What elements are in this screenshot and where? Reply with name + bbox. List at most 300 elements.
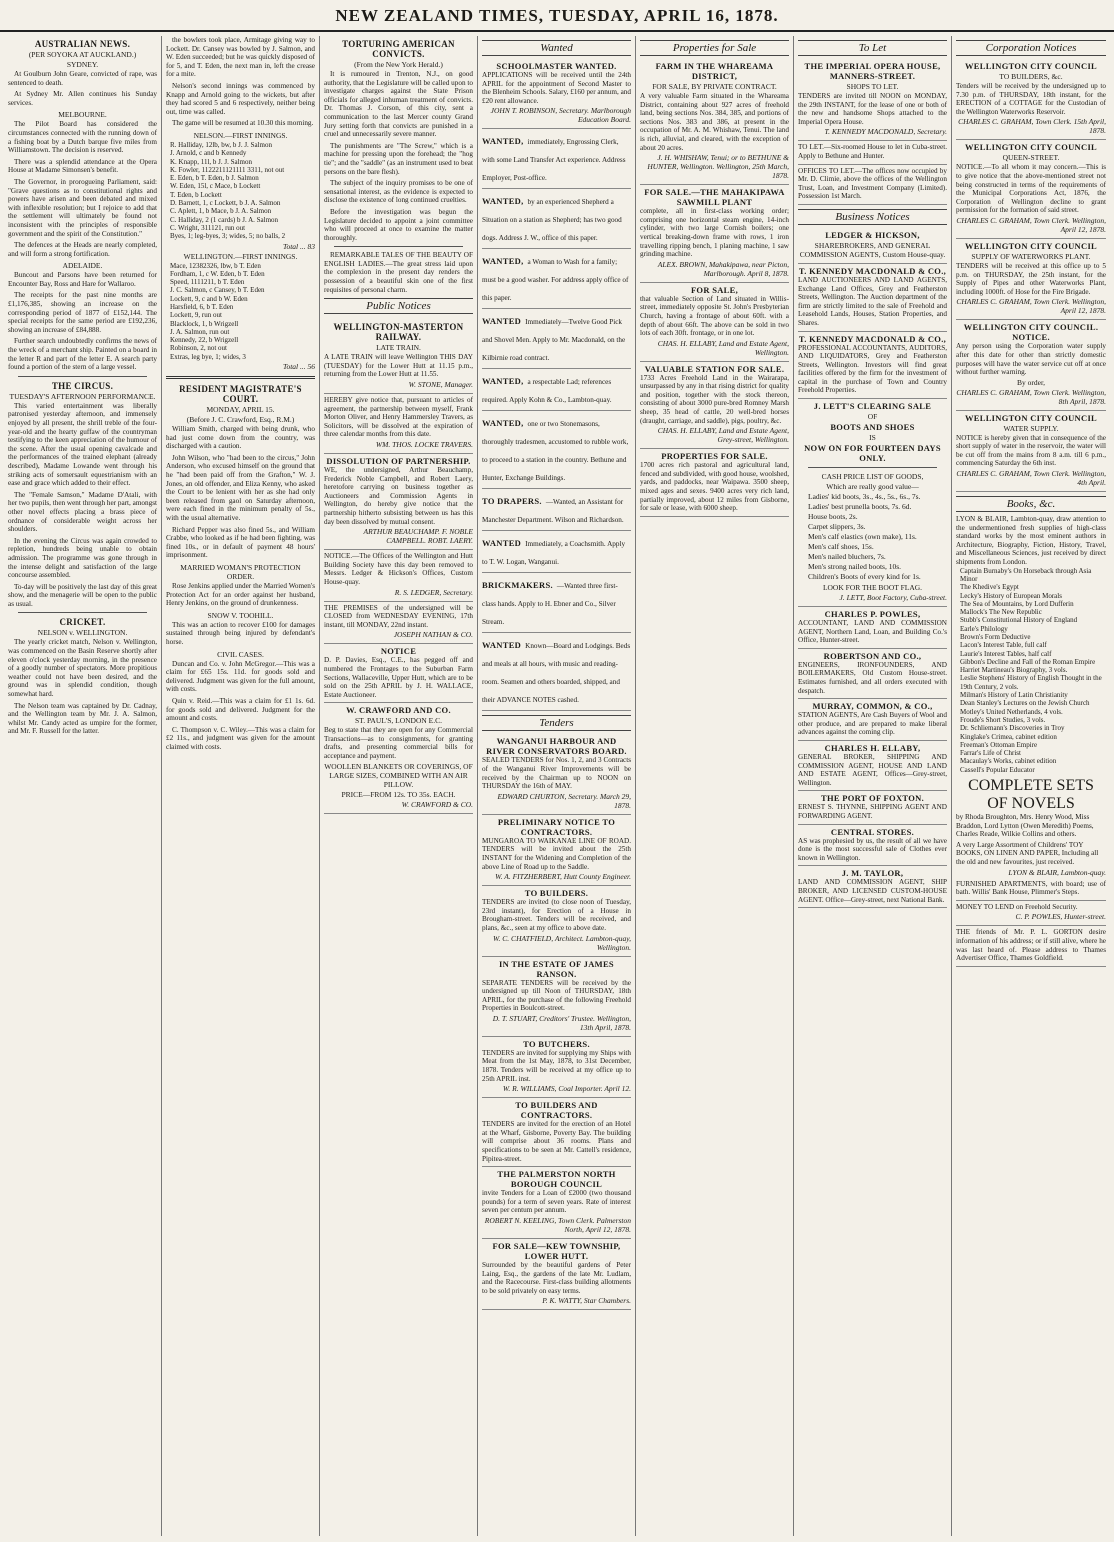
premises-body: THE PREMISES of the undersigned will be CLOSED from WEDNESDAY EVENING, 17th instant, till MONDAY, 22nd instant. <box>324 603 473 629</box>
tender-title: FOR SALE—KEW TOWNSHIP, LOWER HUTT. <box>492 1241 621 1261</box>
innings-row: Blacklock, 1, b Wrigzell <box>170 319 239 328</box>
business-body: PROFESSIONAL ACCOUNTANTS, AUDITORS, AND LIQUIDATORS, Grey and Featherston Streets, Wellington. Investors will find great facilities offered by the firm for the investment of capital in the purchase of Town and Country Freehold Properties. <box>798 343 947 395</box>
innings-row: J. Arnold, c and b Kennedy <box>170 149 247 158</box>
property-title: FARM IN THE WHAREAMA DISTRICT, <box>655 61 774 81</box>
news-paragraph: Further search undoubtedly confirms the news of the wreck of a merchant ship. Painted on a board in the letter R and part of the letter E. A search party found a portion of the stern of a large vessel. <box>8 337 157 372</box>
tolet-heading: To Let <box>798 40 947 56</box>
book-item: Farrar's Life of Christ <box>960 749 1021 758</box>
wanted-ad <box>482 129 631 189</box>
book-list <box>956 567 1106 774</box>
tender-ad <box>482 815 631 886</box>
news-paragraph: The receipts for the past nine months are £1,176,385, showing an increase on the corresponding period of 1877 of £152,144. The special receipts for the same period are £192,236, showing an increase of £84,888. <box>8 291 157 334</box>
price-list <box>798 492 947 582</box>
article-paragraph: The punishments are "The Screw," which is a machine for pressing upon the forehead; the "hog tie"; and the "saddle" (as an instrument used to beat persons on the bare flesh). <box>324 141 473 176</box>
opera-house-signature: T. KENNEDY MACDONALD, Secretary. <box>824 127 947 137</box>
book-item: The Khedive's Egypt <box>960 583 1019 592</box>
tolet-body: OFFICES TO LET.—The offices now occupied by Mr. D. Climie, above the offices of the Wellington Trust, Loan, and Investment Company (Limited). Possession 1st March. <box>798 166 947 201</box>
tender-signature: W. A. FITZHERBERT, Hutt County Engineer. <box>495 872 631 882</box>
price-item: Children's Boots of every kind for 1s. <box>808 572 921 582</box>
business-ad <box>798 228 947 264</box>
lyon-blair-signature: LYON & BLAIR, Lambton-quay. <box>1008 867 1106 877</box>
property-body: A very valuable Farm situated in the Whareama District, containing about 927 acres of freehold land, being sections Nos. 384, 385, and portions of sections Nos. 383 and 386, at present in the occupation of Mr. A. M. Whishaw, Tenui. The land is rich, alluvial, and cleared, with the exception of about 20 acres. <box>640 92 789 152</box>
tender-signature: D. T. STUART, Creditors' Trustee. Wellington, 13th April, 1878. <box>492 1013 631 1032</box>
court-paragraph: William Smith, charged with being drunk, who had just come down from the country, was discharged with a caution. <box>166 425 315 451</box>
tender-ad <box>482 957 631 1037</box>
business-ad <box>798 825 947 867</box>
tender-body: TENDERS are invited for supplying my Ships with Meat from the 1st May, 1878, to 31st December, 1878. Tenders will be received at my office up to 25th APRIL inst. <box>482 1048 631 1083</box>
business-title: CHARLES P. POWLES, <box>824 609 921 620</box>
innings-row: R. Halliday, 12lb, bw, b J. J. Salmon <box>170 140 272 149</box>
crawford-notice <box>324 703 473 813</box>
business-title: LEDGER & HICKSON, <box>825 229 920 240</box>
business-title: T. KENNEDY MACDONALD & CO., <box>798 333 947 344</box>
wanted-ad-title: WANTED, <box>482 136 524 147</box>
partnership-signature: WM. THOS. LOCKE TRAVERS. <box>375 440 473 449</box>
court-subtitle: SNOW V. TOOHILL. <box>207 610 274 620</box>
court-bench: (Before J. C. Crawford, Esq., R.M.) <box>186 415 295 425</box>
property-ad <box>640 59 789 185</box>
council-title: WELLINGTON CITY COUNCIL <box>964 61 1098 71</box>
tender-title: THE PALMERSTON NORTH BOROUGH COUNCIL <box>497 1169 616 1190</box>
business-body: LAND AND COMMISSION AGENT, SHIP BROKER, AND LICENSED CUSTOM-HOUSE AGENT. Office—Grey-street, next National Bank. <box>798 878 947 904</box>
business-title: ROBERTSON AND CO., <box>823 650 922 661</box>
property-signature: J. H. WHISHAW, Tenui; or to BETHUNE & HUNTER, Wellington. Wellington, 25th March, 1878. <box>647 153 789 181</box>
wanted-ad <box>482 531 631 573</box>
court-paragraph: Richard Pepper was also fined 5s., and William Crabbe, who looked as if he had been fighting, was fined 10s., or in default of payment 48 hours' imprisonment. <box>166 525 315 560</box>
price-line: PRICE—FROM 12s. TO 35s. EACH. <box>341 789 456 799</box>
news-paragraph: At Goulburn John Geare, convicted of rape, was sentenced to death. <box>8 70 157 87</box>
innings-row: Kennedy, 22, b Wrigzell <box>170 336 239 345</box>
book-item: The Sea of Mountains, by Lord Dufferin <box>960 599 1074 608</box>
innings-row: D. Barnett, 1, c Lockett, b J. A. Salmon <box>170 199 281 208</box>
wanted-ad-title: WANTED <box>482 316 522 327</box>
article-paragraph: It is rumoured in Trenton, N.J., on good authority, that the Legislature will be called upon to investigate charges against the State Prison officials for alleged inhuman treatment of convicts. Dr. Thomas J. Corson, of this city, sent a communication to the last Mercer county Grand Jury setting forth that convicts are punished in a cruel and unnecessarily severe manner. <box>324 70 473 139</box>
council-subtitle: WATER SUPPLY. <box>1003 423 1059 433</box>
frontage-body: D. P. Davies, Esq., C.E., has pegged off and numbered the Frontages to the Suburban Farm Sections, Wallaceville, Upper Hutt, which are to be sold on the 25th APRIL by J. H. WALLACE, Estate Auctioneer. <box>324 656 473 699</box>
public-notices-heading: Public Notices <box>324 298 473 314</box>
tender-title: TO BUILDERS AND CONTRACTORS. <box>515 1100 598 1121</box>
wanted-ad <box>482 59 631 129</box>
business-ad <box>798 607 947 649</box>
circus-paragraph: In the evening the Circus was again crowded to repletion, hundreds being unable to obtain admission. The programme was gone through in the intense delight and satisfaction of the large concourse assembled. <box>8 536 157 580</box>
apartments-body: FURNISHED APARTMENTS, with board; use of bath. Willis' Bank House, Plimmer's Steps. <box>956 879 1106 897</box>
innings-list <box>166 262 315 362</box>
wanted-ad-body: a Woman to Wash for a family; must be a good washer. For address apply office of this paper. <box>482 258 629 303</box>
innings-row: Lockett, 9, c and b W. Eden <box>170 294 248 303</box>
book-item: Earle's Philology <box>960 624 1008 633</box>
wanted-ad-body: APPLICATIONS will be received until the 24th APRIL for the appointment of Second Master to the Blenheim Schools. Salary, £160 per annum, and £20 rent allowance. <box>482 71 631 105</box>
cricket-subheading: NELSON v. WELLINGTON. <box>37 628 128 638</box>
business-body: ERNEST S. THYNNE, SHIPPING AGENT AND FORWARDING AGENT. <box>798 803 947 820</box>
building-society-notice <box>324 550 473 601</box>
lett-of: OF <box>867 412 878 422</box>
court-paragraph: Duncan and Co. v. John McGregor.—This was a claim for £65 15s. 11d. for goods sold and delivered. Judgment was given for the full amount, with costs. <box>166 659 315 694</box>
cricket-heading: CRICKET. <box>59 617 106 628</box>
tender-body: TENDERS are invited for the erection of an Hotel at the Wharf, Gisborne, Poverty Bay. The building will comprise about 36 rooms. Plans and specifications to be seen at Mr. Cattell's residence, Pipitea-street. <box>482 1120 631 1163</box>
column-tolet-business <box>794 36 952 1536</box>
property-body: 1733 Acres Freehold Land in the Wairarapa, unsurpassed by any in that rising district for quality and position, together with the stock thereon, consisting of about 3000 pure-bred Romney Marsh sheep, 35 head of cattle, 20 well-bred horses (draught, carriage, and saddle), pigs, poultry, &c. <box>640 373 789 425</box>
business-ad <box>798 866 947 908</box>
price-list-heading: CASH PRICE LIST OF GOODS, <box>821 472 924 482</box>
innings-row: Robinson, 2, not out <box>170 344 227 353</box>
business-title: THE PORT OF FOXTON. <box>820 793 924 804</box>
property-body: complete, all in first-class working order; comprising one horizontal steam engine, 14-inch cylinder, with two large Cornish boilers; one vertical breaking-down frame with rows, 1 iron travelling ripping bench, 1 planing machine, 1 saw grinding machine. <box>640 207 789 259</box>
innings-row: Extras, leg bye, 1; wides, 3 <box>170 352 246 361</box>
tender-ad <box>482 734 631 814</box>
property-title: VALUABLE STATION FOR SALE. <box>644 363 785 374</box>
wanted-ad-title: WANTED, <box>482 196 524 207</box>
business-body: GENERAL BROKER, SHIPPING AND COMMISSION AGENT, HOUSE AND LAND AND ESTATE AGENT, Offices—Grey-street, Wellington. <box>798 753 947 787</box>
innings-row: Byes, 1; leg-byes, 3; wides, 5; no balls, 2 <box>170 232 286 241</box>
price-item: Ladies' best prunella boots, 7s. 6d. <box>808 502 912 512</box>
tender-body: invite Tenders for a Loan of £2000 (two thousand pounds) for a term of seven years. Rate of interest seven per centum per annum. <box>482 1189 631 1215</box>
book-item: Gibbon's Decline and Fall of the Roman Empire <box>960 657 1096 666</box>
column-corporation-books <box>952 36 1110 1536</box>
innings-row: C. Aplett, 1, b Mace, b J. A. Salmon <box>170 207 272 216</box>
column-convicts-notices <box>320 36 478 1536</box>
council-body: Tenders will be received by the undersigned up to 7.30 p.m. of THURSDAY, 18th instant, for the ERECTION of a COTTAGE for the Custodian of the Wellington Waterworks Reservoir. <box>956 82 1106 116</box>
tender-title: TO BUTCHERS. <box>523 1038 590 1049</box>
council-body: NOTICE is hereby given that in consequence of the short supply of water in the reservoir, the water will be cut off from the mains from 8 a.m. till 6 p.m., commencing Saturday the 6th inst. <box>956 433 1106 468</box>
property-title: FOR SALE, <box>690 284 739 295</box>
business-title: T. KENNEDY MACDONALD & CO., <box>798 265 947 276</box>
council-notice <box>956 140 1106 239</box>
circus-paragraph: The "Female Samson," Madame D'Atali, with her two pupils, then went through her part, amongst other novel effects placing a brass piece of ordnance of considerable weight across her shoulders. <box>8 490 157 534</box>
wanted-heading: Wanted <box>482 40 631 56</box>
tolet-body: TO LET.—Six-roomed House to let in Cuba-street. Apply to Bethune and Hunter. <box>798 143 947 160</box>
wanted-ad <box>482 489 631 531</box>
tender-ad <box>482 1098 631 1167</box>
tender-title: TO BUILDERS. <box>524 888 589 899</box>
council-notice <box>956 239 1106 320</box>
column-wanted-tenders <box>478 36 636 1536</box>
sydney-label: SYDNEY. <box>66 60 99 69</box>
innings-row: Lockett, 9, run out <box>170 311 222 320</box>
article-paragraph: The subject of the inquiry promises to be one of sensational interest, as the evidence is expected to disclose the existence of long continued cruelties. <box>324 179 473 205</box>
wanted-ad-title: WANTED, <box>482 376 524 387</box>
tender-signature: P. K. WATTY, Star Chambers. <box>542 1296 631 1306</box>
divider <box>166 376 315 379</box>
innings-row: J. A. Salmon, run out <box>170 327 230 336</box>
tender-signature: EDWARD CHURTON, Secretary. March 29, 1878. <box>497 791 631 810</box>
innings-total: Total ... 56 <box>282 362 315 372</box>
business-ad <box>798 649 947 699</box>
wanted-ad <box>482 573 631 633</box>
wanted-ad-title: BRICKMAKERS. <box>482 580 553 591</box>
price-item: Men's calf shoes, 15s. <box>808 542 874 552</box>
tender-body: MUNGAROA TO WAIKANAE LINE OF ROAD. TENDERS will be invited about the 25th INSTANT for the Widening and Completion of the above Line of Road up to the Saddle. <box>482 836 631 871</box>
business-title: J. M. TAYLOR, <box>841 868 904 879</box>
article-source: (From the New York Herald.) <box>354 60 443 69</box>
book-item: Macaulay's Works, cabinet edition <box>960 757 1057 766</box>
wanted-ad-title: TO DRAPERS. <box>482 496 542 507</box>
tender-ad <box>482 1239 631 1310</box>
business-ad <box>798 791 947 824</box>
business-body: AS was prophesied by us, the result of all we have done is the most successful sale of Clothes ever known in Wellington. <box>798 836 947 862</box>
innings-title: NELSON.—FIRST INNINGS. <box>193 130 288 140</box>
column-cricket-court <box>162 36 320 1536</box>
news-subline: (PER SOYOKA AT AUCKLAND.) <box>28 50 137 59</box>
council-subtitle: QUEEN-STREET. <box>1002 153 1060 163</box>
wanted-ad <box>482 369 631 411</box>
wanted-ad-title: WANTED <box>482 640 522 651</box>
book-item: Freeman's Ottoman Empire <box>960 740 1038 749</box>
rail-subtitle: LATE TRAIN. <box>376 343 421 353</box>
book-item: Froude's Short Studies, 3 vols. <box>960 715 1046 724</box>
partnership-body: HEREBY give notice that, pursuant to articles of agreement, the partnership between myself, Frank Morton Oliver, and Henry Hammersley Travers, as Solicitors, will be dissolved at the expiration of three calendar months from this date. <box>324 396 473 439</box>
news-paragraph: There was a splendid attendance at the Opera House at Madame Simonsen's benefit. <box>8 157 157 175</box>
cricket-paragraph: The game will be resumed at 10.30 this morning. <box>172 119 314 128</box>
council-subtitle: SUPPLY OF WATERWORKS PLANT. <box>971 251 1091 261</box>
masthead-title: NEW ZEALAND TIMES, TUESDAY, APRIL 16, 1878. <box>335 6 779 25</box>
property-title: FOR SALE.—THE MAHAKIPAWA SAWMILL PLANT <box>644 187 785 208</box>
business-ad <box>798 741 947 791</box>
innings-row: T. Eden, b Lockett <box>170 190 222 199</box>
circus-paragraph: This varied entertainment was liberally patronised yesterday afternoon, and immensely enjoyed by all present, the shrill treble of the four-year-old and the hearty guffaw of the countryman testifying to the keen appreciation of the humour of the scene. After the usual opening cavalcade and the performances of the trained elephant (already described), Madame Lowande went through his striking acts of somersault equestrianism with an ease and grace which added to their effect. <box>8 401 157 488</box>
cricket-paragraph: The yearly cricket match, Nelson v. Wellington, was commenced on the Basin Reserve shortly after eleven o'clock yesterday morning, in the presence of a goodly number of spectators. More propitious weather could not have been desired, and the ground was in splendid condition, though somewhat hard. <box>8 638 157 699</box>
circus-heading: THE CIRCUS. <box>51 380 114 391</box>
price-item: Men's calf elastics (own make), 11s. <box>808 532 917 542</box>
price-item: House boots, 2s. <box>808 512 858 522</box>
circus-subheading: TUESDAY'S AFTERNOON PERFORMANCE. <box>9 391 156 401</box>
divider <box>808 467 937 468</box>
innings-row: E. Eden, b T. Eden, b J. Salmon <box>170 174 259 183</box>
tender-body: SEPARATE TENDERS will be received by the undersigned up till Noon of THURSDAY, 18th APRIL, for the purchase of the following Freehold Properties in Boulcott-street. <box>482 978 631 1013</box>
business-ad <box>798 264 947 332</box>
tender-title: PRELIMINARY NOTICE TO CONTRACTORS. <box>497 816 616 837</box>
money-signature: C. P. POWLES, Hunter-street. <box>1015 912 1106 922</box>
toy-books: A very Large Assortment of Childrens' TOY BOOKS, ON LINEN AND PAPER, Including all the old and new favourites, just received. <box>956 840 1099 867</box>
partnership-notice <box>324 394 473 454</box>
lett-clearing-sale-ad <box>798 399 947 607</box>
council-signature: CHARLES C. GRAHAM, Town Clerk. Wellington, April 12, 1878. <box>956 215 1106 234</box>
business-body: LAND AUCTIONEERS AND LAND AGENTS, Exchange Land Offices, Grey and Featherston Streets, Wellington. The Auction department of the firm are strictly limited to the sale of Freehold and Leasehold Lands, Houses, Station Properties, and Shares. <box>798 275 947 327</box>
court-paragraph: This was an action to recover £100 for damages sustained through being injured by defendant's horse. <box>166 620 315 646</box>
business-subtitle: SHAREBROKERS, AND GENERAL COMMISSION AGENTS, Custom House-quay. <box>799 240 946 259</box>
wanted-ad-body: immediately, Engrossing Clerk, with some Land Transfer Act experience. Address Employer, Post-office. <box>482 138 626 183</box>
tolet-ad <box>798 141 947 164</box>
wanted-ad-title: WANTED, <box>482 256 524 267</box>
book-item: Laurie's Interest Tables, half calf <box>960 649 1052 658</box>
business-title: CENTRAL STORES. <box>830 826 915 837</box>
innings-row: K. Knapp, 11l, b J. J. Salmon <box>170 157 252 166</box>
council-signature: CHARLES C. GRAHAM, Town Clerk. Wellington, April 12, 1878. <box>956 297 1106 316</box>
divider <box>18 612 147 613</box>
wanted-ad-body: —Wanted three first-class hands. Apply to H. Ebner and Co., Silver Stream. <box>482 582 618 627</box>
novels-title: COMPLETE SETS OF NOVELS <box>968 777 1094 813</box>
lett-signature: J. LETT, Boot Factory, Cuba-street. <box>839 593 947 603</box>
book-item: Milman's History of Latin Christianity <box>960 691 1068 700</box>
crawford-title: W. CRAWFORD AND CO. <box>346 705 451 716</box>
innings-row: Mace, 12382326, lbw, b T. Eden <box>170 261 261 270</box>
business-title: CHARLES H. ELLABY, <box>824 743 921 753</box>
tender-signature: ROBERT N. KEELING, Town Clerk. Palmerston North, April 12, 1878. <box>484 1216 631 1234</box>
innings-row: C. Halliday, 2 (1 cards) b J. A. Salmon <box>170 215 279 224</box>
gorton-ad <box>956 926 1106 966</box>
court-paragraph: Rose Jenkins applied under the Married Women's Protection Act for an order against her husband, Henry Jenkins, on the ground of drunkenness. <box>166 581 315 608</box>
cricket-paragraph: the bowlers took place, Armitage giving way to Lockett. Dr. Cansey was bowled by J. Salmon, and W. Eden succeeded; but he was quickly disposed of for 5, and T. Eden, the next man in, left the crease for a mite. <box>166 36 315 79</box>
property-body: 1700 acres rich pastoral and agricultural land, fenced and subdivided, with good house, woolshed, yards, and paddocks, near Waipawa. 3500 sheep, mixed ages and sexes. 9400 acres very rich land, partially improved, about 12 miles from Gisborne, for sale or lease, with 6000 sheep. <box>640 461 789 513</box>
premises-signature: JOSEPH NATHAN & CO. <box>393 630 473 640</box>
circus-paragraph: To-day will be positively the last day of this great show, and the menagerie will be open to the public as usual. <box>8 582 157 608</box>
book-item: Captain Burnaby's On Horseback through Asia Minor <box>960 566 1092 583</box>
innings-title: WELLINGTON.—FIRST INNINGS. <box>183 251 298 261</box>
rail-title: WELLINGTON-MASTERTON RAILWAY. <box>333 322 464 343</box>
council-notice <box>956 59 1106 140</box>
business-title: MURRAY, COMMON, & CO., <box>812 701 933 712</box>
melbourne-label: MELBOURNE. <box>58 110 107 120</box>
price-item: Men's nailed bluchers, 7s. <box>808 552 886 562</box>
dissolution-body: WE, the undersigned, Arthur Beauchamp, Frederick Noble Campbell, and Robert Laery, heretofore carrying on business together as Auctioneers and Commission Agents in Wellington, do hereby give notice that the partnership hitherto subsisting between us has this day been dissolved by mutual consent. <box>324 466 473 526</box>
boot-flag-line: LOOK FOR THE BOOT FLAG. <box>822 583 923 593</box>
council-notice-label: NOTICE. <box>1012 332 1050 343</box>
court-heading: RESIDENT MAGISTRATE'S COURT. <box>179 384 302 405</box>
divider <box>18 376 147 377</box>
council-signature: CHARLES C. GRAHAM, Town Clerk. Wellington, 8th April, 1878. <box>956 387 1106 406</box>
book-item: Lacon's Interest Table, full calf <box>960 641 1047 650</box>
council-body: TENDERS will be received at this office up to 5 p.m. on THURSDAY, the 25th instant, for the Supply of Pipes and other Waterworks Plant, including 1000ft. of Hose for the Fire Brigade. <box>956 261 1106 296</box>
council-title: WELLINGTON CITY COUNCIL <box>964 240 1098 251</box>
innings-row: Fordham, 1, c W. Eden, b T. Eden <box>170 269 265 278</box>
premises-notice <box>324 602 473 645</box>
wanted-ad-title: SCHOOLMASTER WANTED. <box>496 61 617 71</box>
tender-signature: W. C. CHATFIELD, Architect. Lambton-quay, Wellington. <box>493 933 631 952</box>
properties-heading: Properties for Sale <box>640 40 789 56</box>
tender-ad <box>482 886 631 956</box>
article-paragraph: Before the investigation was begun the Legislature decided to appoint a joint committee who will proceed at once to examine the matter thoroughly. <box>324 207 473 242</box>
innings-row: C. Wright, 311121, run out <box>170 223 246 232</box>
lett-is: IS <box>869 433 876 443</box>
business-ad <box>798 699 947 741</box>
court-subtitle: MARRIED WOMAN'S PROTECTION ORDER. <box>180 562 301 581</box>
crawford-subtitle: ST. PAUL'S, LONDON E.C. <box>355 716 442 726</box>
property-title: PROPERTIES FOR SALE. <box>661 451 768 462</box>
wanted-ad-body: Immediately—Twelve Good Pick and Shovel Men. Apply to Mr. Macdonald, on the Kilbirnie road contract. <box>482 318 626 363</box>
wanted-ad-body: one or two Stonemasons, thoroughly tradesmen, accustomed to rubble work, to proceed to a station in the country. Bethune and Hunter, Exchange Buildings. <box>482 420 629 483</box>
tender-body: TENDERS are invited (to close noon of Tuesday, 23rd instant), for Erection of a House in Brougham-street. Tenders will be received, and plans, &c., seen at my office to above date. <box>482 898 631 932</box>
tender-signature: W. R. WILLIAMS, Coal Importer. April 12. <box>502 1084 631 1094</box>
book-item: Kinglake's Crimea, cabinet edition <box>960 732 1057 741</box>
book-item: Harriet Martineau's Biography, 3 vols. <box>960 666 1068 675</box>
book-item: Dr. Schliemann's Discoveries in Troy <box>960 724 1065 733</box>
book-item: Dean Stanley's Lectures on the Jewish Church <box>960 699 1090 708</box>
dissolution-title: DISSOLUTION OF PARTNERSHIP. <box>326 456 471 466</box>
wanted-ad-body: —Wanted, an Assistant for Manchester Department. Wilson and Richardson. <box>482 498 624 525</box>
lett-now: NOW ON FOR FOURTEEN DAYS ONLY. <box>804 443 941 464</box>
property-signature: CHAS. H. ELLABY, Land and Estate Agent, Grey-street, Wellington. <box>657 426 789 445</box>
rail-body: A LATE TRAIN will leave Wellington THIS DAY (TUESDAY) for the Lower Hutt at 11.15 p.m., returning from the Lower Hutt at 11.55. <box>324 353 473 379</box>
property-ad <box>640 185 789 283</box>
wanted-ad <box>482 309 631 369</box>
divider <box>334 246 463 247</box>
frontage-notice <box>324 644 473 703</box>
tender-title: WANGANUI HARBOUR AND RIVER CONSERVATORS BOARD. <box>486 736 627 757</box>
wanted-ad <box>482 189 631 249</box>
wanted-ad-signature: JOHN T. ROBINSON, Secretary. Marlborough Education Board. <box>490 106 631 125</box>
books-intro: LYON & BLAIR, Lambton-quay, draw attention to the undermentioned fresh supplies of high-class standard works by the most eminent authors in Architecture, Biography, Fiction, History, Travel, and Miscellaneous Sciences, just received by direct shipments from London. <box>956 515 1106 567</box>
news-heading: AUSTRALIAN NEWS. <box>34 39 131 49</box>
tender-ad <box>482 1037 631 1098</box>
book-item: Lecky's History of European Morals <box>960 591 1062 600</box>
council-by-order: By order, <box>1016 377 1046 387</box>
opera-house-subtitle: SHOPS TO LET. <box>846 82 899 91</box>
dissolution-notice <box>324 454 473 550</box>
wanted-ad-title: WANTED, <box>482 418 524 429</box>
rail-signature: W. STONE, Manager. <box>408 380 473 390</box>
wanted-ad <box>482 633 631 711</box>
innings-row: Speed, 1111211, b T. Eden <box>170 278 245 287</box>
council-body: NOTICE.—To all whom it may concern.—This is to give notice that the above-mentioned street not being constructed in terms of the requirements of the Municipal Corporations Act, 1876, the Corporation of Wellington decline to grant permission for the formation of said street. <box>956 163 1106 215</box>
wanted-ad-body: a respectable Lad; references required. Apply Kohn & Co., Lambton-quay. <box>482 378 612 405</box>
wanted-ad <box>482 411 631 489</box>
cricket-paragraph: Nelson's second innings was commenced by Knapp and Arnold going to the wickets, but after they had scored 5 and 6 respectively, neither being out, time was called. <box>166 81 315 116</box>
innings-row: K. Fowler, 1122211121111 3311, not out <box>170 165 285 174</box>
blankets-line: WOOLLEN BLANKETS OR COVERINGS, OF LARGE SIZES, COMBINED WITH AN AIR PILLOW. <box>324 761 473 789</box>
advert-paragraph: REMARKABLE TALES OF THE BEAUTY OF ENGLISH LADIES.—The great stress laid upon the complexion in the present day renders the possession of a beautiful skin one of the first requisites of personal charm. <box>324 251 473 294</box>
business-body: ACCOUNTANT, LAND AND COMMISSION AGENT, Northern Land, Loan, and Building Co.'s Office, Hunter-street. <box>798 619 947 645</box>
innings-total: Total ... 83 <box>282 241 315 251</box>
building-society-body: NOTICE.—The Offices of the Wellington and Hutt Building Society have this day been removed to Messrs. Ledger & Hickson's Offices, Custom House-quay. <box>324 552 473 586</box>
column-properties <box>636 36 794 1536</box>
tender-body: Surrounded by the beautiful gardens of Peter Laing, Esq., the gardens of the late Mr. Ludlam, and the Racecourse. First-class building allotments to be sold privately on easy terms. <box>482 1261 631 1295</box>
council-title: WELLINGTON CITY COUNCIL <box>964 412 1098 423</box>
money-body: MONEY TO LEND on Freehold Security. <box>956 902 1078 911</box>
books-heading: Books, &c. <box>956 496 1106 512</box>
news-paragraph: At Sydney Mr. Allen continues his Sunday services. <box>8 90 157 107</box>
council-body: Any person using the Corporation water supply after this date for other than strictly domestic purposes will have the water service cut off at once without further warning. <box>956 342 1106 377</box>
lett-goods: BOOTS AND SHOES <box>830 422 915 433</box>
adelaide-label: ADELAIDE. <box>62 261 103 271</box>
gorton-body: THE friends of Mr. P. L. GORTON desire information of his address; or if still alive, where he was last heard of. Please address to Thames Advertiser Office, Thames Goldfield. <box>956 928 1106 963</box>
property-body: that valuable Section of Land situated in Willis-street, immediately opposite St. John's Presbyterian Church, having a frontage of about 60ft. with a depth of about 66ft. The above can be sold in two lots of each 30ft. frontage, or in one lot. <box>640 294 789 338</box>
rail-notice <box>324 317 473 394</box>
property-signature: CHAS. H. ELLABY, Land and Estate Agent, Wellington. <box>657 338 789 357</box>
wanted-ad <box>482 249 631 309</box>
money-ad <box>956 901 1106 927</box>
corporation-heading: Corporation Notices <box>956 40 1106 56</box>
business-body: ENGINEERS, IRONFOUNDERS, AND BOILERMAKERS, Old Custom House-street. Estimates furnished, and all orders executed with despatch. <box>798 660 947 695</box>
property-subtitle: FOR SALE, BY PRIVATE CONTRACT. <box>652 82 777 91</box>
masthead <box>0 0 1114 32</box>
innings-list <box>166 141 315 241</box>
business-ad <box>798 332 947 400</box>
property-ad <box>640 283 789 362</box>
tender-title: IN THE ESTATE OF JAMES RANSON. <box>499 958 614 979</box>
council-title: WELLINGTON CITY COUNCIL <box>964 142 1098 153</box>
book-item: Mallock's The New Republic <box>960 608 1042 617</box>
price-list-subheading: Which are really good value— <box>826 482 919 492</box>
opera-house-ad <box>798 59 947 141</box>
council-subtitle: TO BUILDERS, &c. <box>999 72 1063 81</box>
building-society-signature: R. S. LEDGER, Secretary. <box>394 587 473 597</box>
tender-ad <box>482 1167 631 1239</box>
innings-row: Harsfield, 6, b T. Eden <box>170 302 234 311</box>
opera-house-title: THE IMPERIAL OPERA HOUSE, MANNERS-STREET. <box>804 61 941 81</box>
court-paragraph: John Wilson, who "had been to the circus," John Anderson, who excused himself on the ground that he "had been paid off from the Grafton," W. J. Jones, an old offender, and Eliza Kenny, who asked the Court to be lenient with her as she had only been released from gaol on Saturday afternoon, were each fined in the minimum penalty of 5s., with the usual alternative. <box>166 453 315 522</box>
council-signature: CHARLES C. GRAHAM, Town Clerk. 15th April, 1878. <box>958 117 1106 136</box>
court-date: MONDAY, APRIL 15. <box>206 405 275 415</box>
dissolution-signature: ARTHUR BEAUCHAMP. F. NOBLE CAMPBELL. ROBT. LAERY. <box>363 527 473 546</box>
price-item: Carpet slippers, 3s. <box>808 522 866 532</box>
opera-house-body: TENDERS are invited till NOON on MONDAY, the 29th INSTANT, for the lease of one or both of the new and handsome Shops attached to the Imperial Opera House. <box>798 92 947 126</box>
council-notice <box>956 320 1106 410</box>
wanted-ad-title: WANTED <box>482 538 522 549</box>
council-title: WELLINGTON CITY COUNCIL. <box>963 322 1099 333</box>
novels-body: by Rhoda Broughton, Mrs. Henry Wood, Miss Braddon, Lord Lytton (Owen Meredith) Poems, Charles Reade, Wilkie Collins and others. <box>956 813 1094 839</box>
wanted-ad-body: Known—Board and Lodgings. Beds and meals at all hours, with music and reading-room. Seamen and others boarded, shipped, and their ADVANCE NOTES cashed. <box>482 642 631 705</box>
wanted-ad-body: Immediately, a Coachsmith. Apply to T. W. Logan, Wanganui. <box>482 540 626 567</box>
innings-row: J. C. Salmon, c Cansey, b T. Eden <box>170 286 265 295</box>
